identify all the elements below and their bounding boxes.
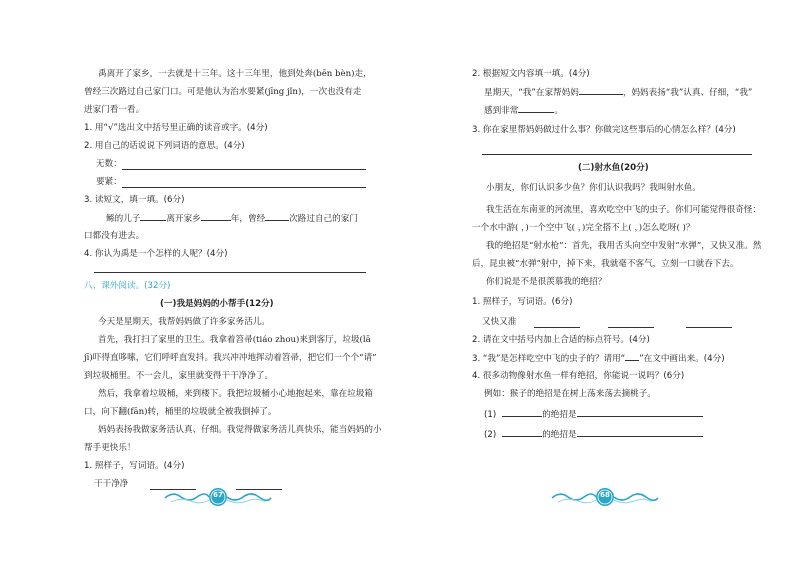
right-question-3: 3. 你在家里帮妈妈做过什么事？你做完这些事后的心情怎么样？(4分): [472, 125, 736, 135]
p2-q1-blank-1: [534, 327, 580, 328]
right-q2-text-a: 星期天，“我”在家帮妈妈: [484, 88, 579, 98]
story-line-2: 曾经三次路过自己家门口。可是他认为治水要紧(jīng jǐn)，一次也没有走: [84, 87, 362, 97]
passage-2-line-1: 小朋友，你们认识多少鱼？你们认识我吗？我叫射水鱼。: [486, 183, 701, 193]
question-2: 2. 用自己的话说说下列词语的意思。(4分): [84, 141, 245, 151]
passage-2-question-2: 2. 请在文中括号内加上合适的标点符号。(4分): [472, 335, 650, 345]
right-page: [400, 0, 800, 566]
passage-2-line-4: 我的绝招是“射水枪”：首先，我用舌头向空中发射“水弹”，又快又准。然: [486, 241, 762, 251]
passage-1-line-6: 口，向下翻(fān)转，桶里的垃圾就全被我倒掉了。: [84, 407, 277, 417]
passage-1-line-1: 今天是星期天，我帮妈妈做了许多家务活儿。: [98, 317, 270, 327]
right-q2-fill-line-2: [484, 104, 563, 117]
p2-q4-item-1-text: 的绝招是: [542, 410, 577, 420]
p2-q3-underline-sample: [625, 352, 639, 361]
q3-blank-2: [201, 212, 231, 221]
q3-text-a: 鲧的儿子: [106, 214, 141, 224]
p2-q1-example: 又快又准: [482, 317, 517, 327]
page-number-badge-right: [550, 485, 660, 509]
p2-q4-item-2-num: (2): [484, 430, 497, 440]
passage-2-title: (二)射水鱼(20分): [578, 163, 649, 173]
passage-2-line-5: 后，昆虫被“水弹”射中，掉下来，我就毫不客气，立刻一口就吞下去。: [472, 259, 739, 269]
p2-q1-blank-2: [608, 327, 654, 328]
page-number-badge-left: [163, 485, 273, 509]
q2-answer-line-1: [122, 169, 366, 170]
passage-1-line-3: jī)吓得直哆嗦，它们呼呼直发抖。我兴冲冲地挥动着笤帚，把它们一个个“请”: [84, 353, 377, 363]
right-q2-text-b: ，妈妈表扬“我”认真、仔细，“我”: [622, 88, 753, 98]
p2-q4-item-2: [484, 428, 703, 441]
question-3: 3. 读短文，填一填。(6分): [84, 195, 185, 205]
q3-text-d: 次路过自己的家门: [289, 214, 358, 224]
passage-1-question-1: 1. 照样子，写词语。(4分): [84, 461, 185, 471]
q3-fill-line: [106, 212, 358, 225]
passage-1-line-8: 帮手更快乐！: [84, 443, 136, 453]
right-question-2: 2. 根据短文内容填一填。(4分): [472, 69, 590, 79]
p2-q1-blank-3: [686, 327, 732, 328]
question-1: 1. 用“√”选出文中括号里正确的读音或字。(4分): [84, 123, 268, 133]
p2-q4-item-2-blank-a: [502, 428, 542, 437]
p2-q4-item-1-blank-a: [502, 408, 542, 417]
p2-q4-example: 例如：猴子的绝招是在树上荡来荡去摘桃子。: [484, 389, 656, 399]
right-q2-blank-2: [518, 104, 554, 113]
passage-1-line-4: 到垃圾桶里。不一会儿，家里就变得干干净净了。: [84, 371, 274, 381]
page-number-left: 67: [213, 491, 223, 499]
passage-2-question-4: 4. 很多动物像射水鱼一样有绝招，你能说一说吗？(6分): [472, 371, 685, 381]
passage-1-title: (一)我是妈妈的小帮手(12分): [160, 299, 274, 309]
passage-1-line-2: 首先，我打扫了家里的卫生。我拿着笤帚(tiáo zhou)来到客厅，垃圾(lā: [98, 335, 371, 345]
right-q2-text-c: 感到非常: [484, 106, 519, 116]
q3-blank-3: [265, 212, 289, 221]
p2-q4-item-1: [484, 408, 703, 421]
q2-answer-line-2: [122, 187, 366, 188]
q3-blank-1: [140, 212, 166, 221]
p2-q4-item-2-text: 的绝招是: [542, 430, 577, 440]
right-q2-fill-line: [484, 86, 752, 99]
question-4: 4. 你认为禹是一个怎样的人呢？(4分): [84, 249, 228, 259]
passage-2-line-6: 你们说是不是很羡慕我的绝招？: [486, 277, 607, 287]
right-q2-blank-1: [579, 86, 623, 95]
story-line-3: 进家门看一看。: [84, 105, 145, 115]
passage-2-question-1: 1. 照样子，写词语。(6分): [472, 297, 573, 307]
q2-word-1: 无数：: [96, 159, 122, 169]
right-q3-answer-line: [482, 154, 752, 155]
passage-1-line-7: 妈妈表扬我做家务活认真、仔细。我觉得做家务活儿真快乐，能当妈妈的小: [98, 425, 382, 435]
q2-word-2: 要紧：: [96, 177, 122, 187]
passage-2-line-3: 一个水中游( ，)一个空中飞( ，)完全搭不上( ，)怎么吃呀( )？: [472, 223, 695, 233]
section-8-heading: 八、课外阅读。(32分): [84, 281, 171, 291]
q3-line-2: 口都没有进去。: [84, 231, 145, 241]
story-line-1: 禹离开了家乡，一去就是十三年。这十三年里，他到处奔(bēn bèn)走，: [98, 69, 372, 79]
passage-2-line-2: 我生活在东南亚的河流里，喜欢吃空中飞的虫子。你们可能觉得很奇怪：: [486, 205, 762, 215]
p2-q3-text-a: 3. “我”是怎样吃空中飞的虫子的？请用“: [472, 354, 626, 364]
passage-1-line-5: 然后，我拿着垃圾桶，来到楼下。我把垃圾桶小心地抱起来，靠在垃圾箱: [98, 389, 374, 399]
q4-answer-line: [94, 272, 366, 273]
p2-q4-item-1-blank-b: [577, 408, 703, 417]
passage-2-question-3: [472, 352, 725, 365]
p2-q4-item-1-num: (1): [484, 410, 497, 420]
page-number-right: 68: [600, 491, 610, 499]
p2-q4-item-2-blank-b: [577, 428, 703, 437]
p1-q1-example: 干干净净: [94, 479, 129, 489]
q3-text-c: 年，曾经: [230, 214, 266, 224]
q3-text-b: 离开家乡: [166, 214, 201, 224]
right-q2-text-d: 。: [554, 106, 563, 116]
p2-q3-text-b: ”在文中画出来。(4分): [639, 354, 725, 364]
